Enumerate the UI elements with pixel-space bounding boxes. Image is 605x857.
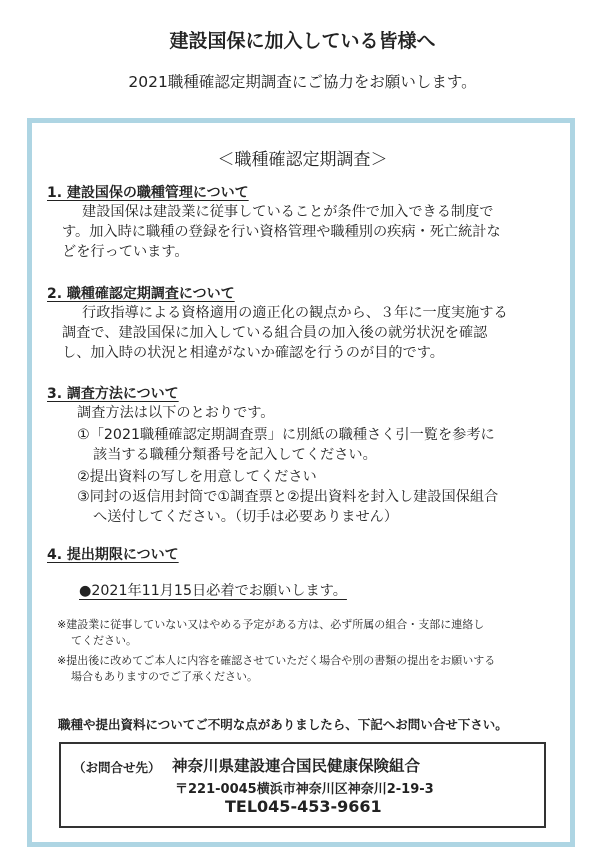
section-1-line: す。加入時に職種の登録を行い資格管理や職種別の疾病・死亡統計な xyxy=(62,224,501,240)
section-3-line: 該当する職種分類番号を記入してください。 xyxy=(93,447,377,463)
deadline-text: ●2021年11月15日必着でお願いします。 xyxy=(79,583,347,599)
contact-label: （お問合せ先） xyxy=(73,760,161,775)
section-3-line: ②提出資料の写しを用意してください xyxy=(77,469,317,485)
section-3-line: へ送付してください。（切手は必要ありません） xyxy=(93,509,399,525)
section-2-line: し、加入時の状況と相違がないか確認を行うのが目的です。 xyxy=(62,345,444,361)
organization-name: 神奈川県建設連合国民健康保険組合 xyxy=(172,757,421,775)
note-line: ※提出後に改めてご本人に内容を確認させていただく場合や別の書類の提出をお願いする xyxy=(57,654,496,667)
organization-address: 〒221-0045横浜市神奈川区神奈川2-19-3 xyxy=(175,782,434,797)
note-line: ※建設業に従事していない又はやめる予定がある方は、必ず所属の組合・支部に連絡し xyxy=(57,618,485,631)
section-1-line: どを行っています。 xyxy=(62,244,189,260)
section-3-line: 調査方法は以下のとおりです。 xyxy=(77,405,275,421)
phone-number: TEL045-453-9661 xyxy=(225,797,382,816)
section-4-title: 4. 提出期限について xyxy=(47,547,179,563)
section-2-line: 調査で、建設国保に加入している組合員の加入後の就労状況を確認 xyxy=(62,325,488,341)
survey-heading: ＜職種確認定期調査＞ xyxy=(217,150,388,170)
section-3-line: ③同封の返信用封筒で①調査票と②提出資料を封入し建設国保組合 xyxy=(77,489,499,505)
contact-lead: 職種や提出資料についてご不明な点がありましたら、下記へお問い合せ下さい。 xyxy=(58,717,508,732)
section-1-line: 建設国保は建設業に従事していることが条件で加入できる制度で xyxy=(82,204,494,220)
section-3-line: ①「2021職種確認定期調査票」に別紙の職種さく引一覧を参考に xyxy=(77,427,495,443)
section-2-title: 2. 職種確認定期調査について xyxy=(47,286,235,302)
section-1-title: 1. 建設国保の職種管理について xyxy=(47,185,249,201)
section-2-line: 行政指導による資格適用の適正化の観点から、３年に一度実施する xyxy=(82,305,508,321)
section-3-title: 3. 調査方法について xyxy=(47,386,179,402)
note-line: てください。 xyxy=(71,634,137,647)
note-line: 場合もありますのでご了承ください。 xyxy=(71,670,258,683)
page-subtitle: 2021職種確認定期調査にご協力をお願いします。 xyxy=(128,73,477,91)
page-title: 建設国保に加入している皆様へ xyxy=(169,30,436,52)
